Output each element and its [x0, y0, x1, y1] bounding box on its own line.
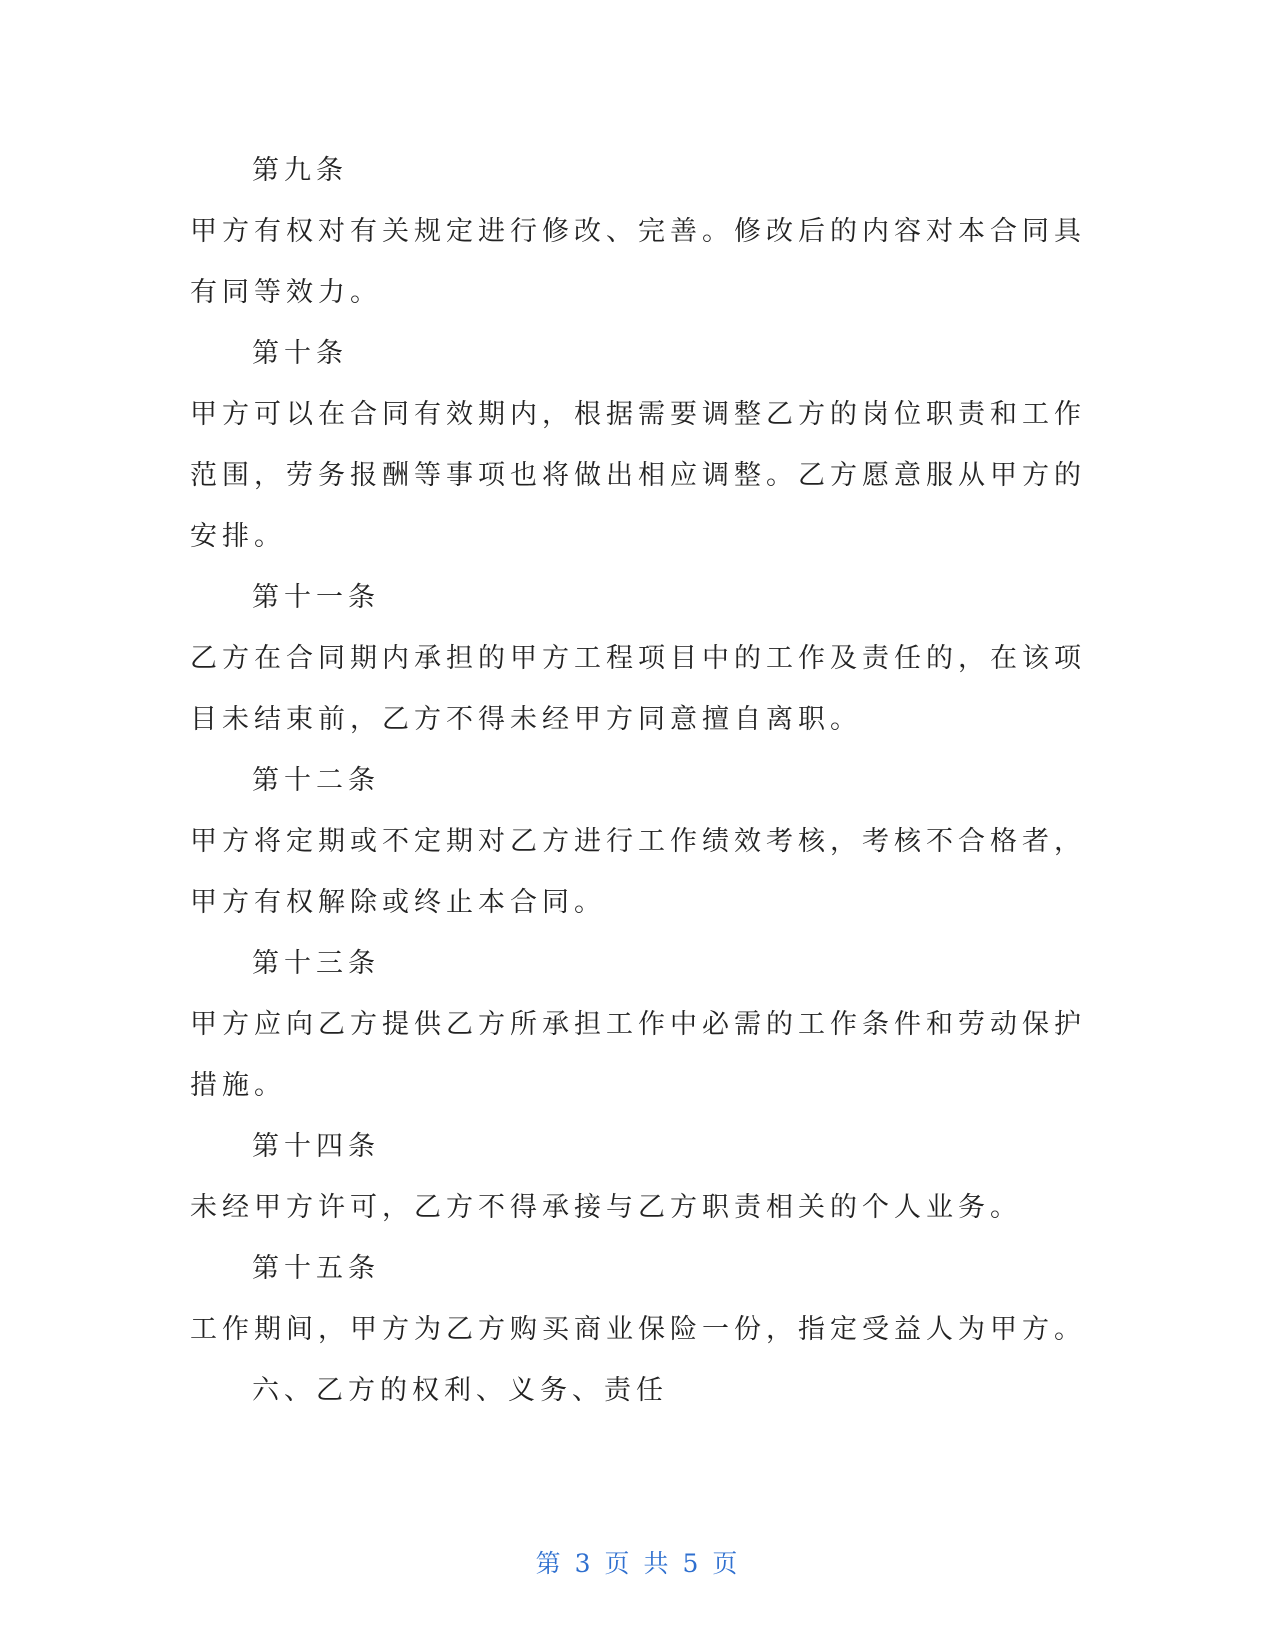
article-text-line: 乙方在合同期内承担的甲方工程项目中的工作及责任的，在该项 [190, 643, 1086, 674]
article-text-line: 甲方将定期或不定期对乙方进行工作绩效考核，考核不合格者， [190, 826, 1086, 857]
article-title: 第十五条 [252, 1253, 380, 1284]
article-text-line: 安排。 [190, 521, 286, 552]
article-14 [190, 1116, 1070, 1238]
article-text-line: 甲方可以在合同有效期内，根据需要调整乙方的岗位职责和工作 [190, 399, 1086, 430]
current-page-number: 3 [574, 1549, 593, 1578]
article-15 [190, 1238, 1086, 1360]
article-text-line: 目未结束前，乙方不得未经甲方同意擅自离职。 [190, 704, 862, 735]
article-title: 第十一条 [252, 582, 380, 613]
footer-page-word: 页 [604, 1549, 632, 1578]
article-text-line: 工作期间，甲方为乙方购买商业保险一份，指定受益人为甲方。 [190, 1314, 1086, 1345]
footer-suffix: 页 [712, 1549, 740, 1578]
article-text-line: 甲方应向乙方提供乙方所承担工作中必需的工作条件和劳动保护 [190, 1009, 1086, 1040]
article-title: 第九条 [252, 155, 348, 186]
article-text-line: 甲方有权解除或终止本合同。 [190, 887, 606, 918]
article-title: 第十二条 [252, 765, 380, 796]
article-11 [190, 567, 1086, 750]
article-10 [190, 323, 1086, 567]
article-title: 第十条 [252, 338, 348, 369]
article-text-line: 范围，劳务报酬等事项也将做出相应调整。乙方愿意服从甲方的 [190, 460, 1086, 491]
article-13 [190, 933, 1086, 1116]
article-text-line: 有同等效力。 [190, 277, 382, 308]
footer-prefix: 第 [535, 1549, 563, 1578]
article-title: 第十四条 [252, 1131, 380, 1162]
article-text-line: 未经甲方许可，乙方不得承接与乙方职责相关的个人业务。 [190, 1192, 1022, 1223]
page-footer [0, 1544, 1275, 1580]
article-text-line: 甲方有权对有关规定进行修改、完善。修改后的内容对本合同具 [190, 216, 1086, 247]
section-heading: 六、乙方的权利、义务、责任 [252, 1375, 668, 1406]
article-12 [190, 750, 1086, 933]
document-body [190, 140, 1086, 1421]
footer-total-prefix: 共 [643, 1549, 671, 1578]
article-9 [190, 140, 1086, 323]
article-text-line: 措施。 [190, 1070, 286, 1101]
article-title: 第十三条 [252, 948, 380, 979]
total-pages-number: 5 [682, 1549, 701, 1578]
